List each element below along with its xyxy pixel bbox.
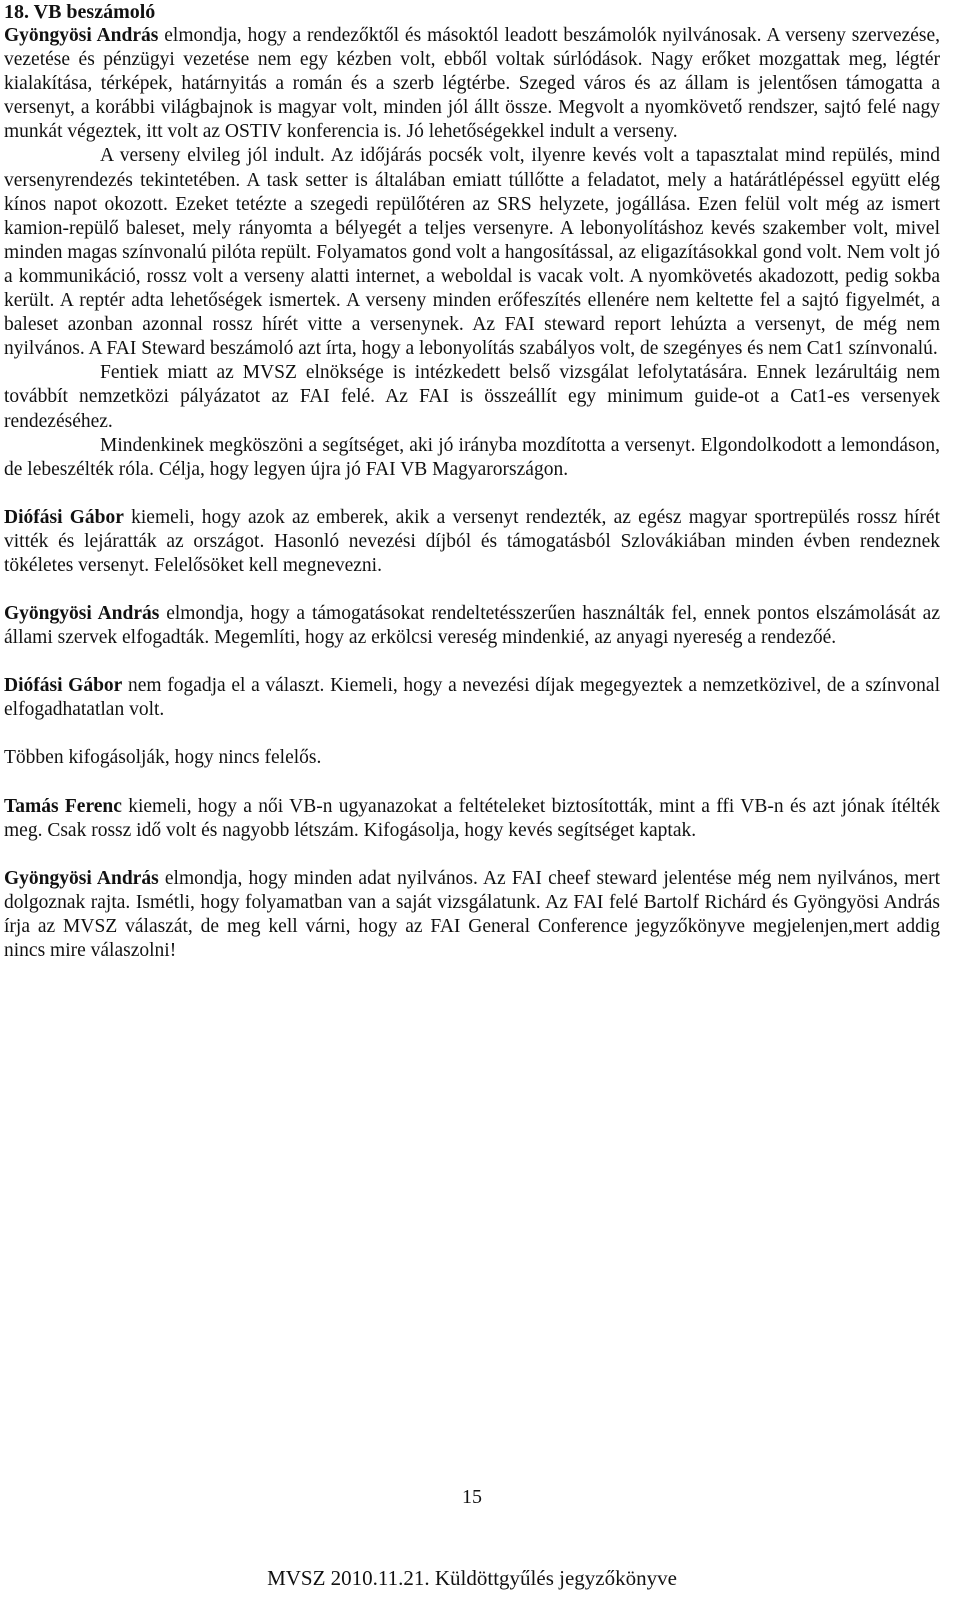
- paragraph-7: [4, 674, 940, 722]
- document-page: [4, 0, 940, 1597]
- paragraph-8: [4, 746, 940, 770]
- paragraph-1: [4, 24, 940, 144]
- paragraph-text: Fentiek miatt az MVSZ elnöksége is intézkedett belső vizsgálat lefolytatására. Ennek lezárultáig nem továbbít nemzetközi pályázatot az FAI felé. Az FAI is összeállít egy minimum guide-ot a Cat1-es versenyek rendezéséhez.: [4, 362, 940, 432]
- paragraph-6: [4, 602, 940, 650]
- speaker-name: Diófási Gábor: [4, 675, 123, 697]
- paragraph-9: [4, 795, 940, 843]
- paragraph-text: Mindenkinek megköszöni a segítséget, aki jó irányba mozdította a versenyt. Elgondolkodott a lemondáson, de lebeszélték róla. Célja, hogy legyen újra jó FAI VB Magyarországon.: [4, 434, 940, 480]
- paragraph-2: [4, 144, 940, 361]
- footer-text: MVSZ 2010.11.21. Küldöttgyűlés jegyzőkönyve: [267, 1566, 677, 1590]
- paragraph-text: Többen kifogásolják, hogy nincs felelős.: [4, 747, 322, 769]
- section-title: 18. VB beszámoló: [4, 1, 156, 23]
- paragraph-10: [4, 867, 940, 963]
- speaker-name: Gyöngyösi András: [4, 25, 159, 46]
- paragraph-text: elmondja, hogy minden adat nyilvános. Az FAI cheef steward jelentése még nem nyilvános, mert dolgoznak rajta. Ismétli, hogy folyamatban van a saját vizsgálatunk. Az FAI felé Bartolf Richárd és Gyöngyösi András írja az MVSZ válaszát, de meg kell várni, hogy az FAI General Conference jegyzőkönyve megjelenjen,mert addig nincs mire válaszolni!: [4, 867, 940, 961]
- paragraph-text: kiemeli, hogy azok az emberek, akik a versenyt rendezték, az egész magyar sportrepülés rossz hírét vitték és lejáratták az országot. Hasonló nevezési díjból és támogatásból Szlovákiában minden évben rendeznek tökéletes versenyt. Felelősöket kell megnevezni.: [4, 506, 940, 576]
- paragraph-text: kiemeli, hogy a női VB-n ugyanazokat a feltételeket biztosították, mint a ffi VB-n és azt jónak ítélték meg. Csak rossz idő volt és nagyobb létszám. Kifogásolja, hogy kevés segítséget kaptak.: [4, 795, 940, 841]
- speaker-name: Diófási Gábor: [4, 506, 124, 528]
- paragraph-text: elmondja, hogy a rendezőktől és másoktól leadott beszámolók nyilvánosak. A verseny szervezése, vezetése és pénzügyi vezetése nem egy kézben volt, ebből voltak súrlódások. Nagy erőket mozgattak meg, légtér kialakítása, térképek, határnyitás a román és a szerb légtérbe. Szeged város és az állam is jelentősen támogatta a versenyt, a korábbi világbajnok is magyar volt, minden jól állt össze. Megvolt a nyomkövető rendszer, sajtó felé nagy munkát végeztek, itt volt az OSTIV konferencia is. Jó lehetőségekkel indult a verseny.: [4, 25, 940, 143]
- paragraph-4: [4, 434, 940, 482]
- page-number: 15: [462, 1486, 482, 1508]
- paragraph-text: nem fogadja el a választ. Kiemeli, hogy a nevezési díjak megegyeztek a nemzetközivel, de a színvonal elfogadhatatlan volt.: [4, 675, 940, 721]
- paragraph-text: elmondja, hogy a támogatásokat rendeltetésszerűen használták fel, ennek pontos elszámolását az állami szervek elfogadták. Megemlíti, hogy az erkölcsi vereség mindenkié, az anyagi nyereség a rendezőé.: [4, 603, 940, 649]
- paragraph-5: [4, 506, 940, 578]
- paragraph-3: [4, 361, 940, 433]
- paragraph-text: A verseny elvileg jól indult. Az időjárás pocsék volt, ilyenre kevés volt a tapasztalat mind repülés, mind versenyrendezés tekintetében. A task setter is általában emiatt túllőtte a feladatot, mely a határátlépéssel együtt elég kínos napot okozott. Ezeket tetézte a szegedi repülőtéren az SRS helyzete, jogállása. Ezen felül volt még az ismert kamion-repülő baleset, mely rányomta a bélyegét a teljes versenyre. A lebonyolításhoz kevés szakember volt, mivel minden magas színvonalú pilóta repült. Folyamatos gond volt a hangosítással, az eligazításokkal gond volt. Nem volt jó a kommunikáció, rossz volt a verseny alatti internet, a weboldal is vacak volt. A nyomkövetés akadozott, pedig sokba került. A reptér adta lehetőségek ismertek. A verseny minden erőfeszítés ellenére nem keltette fel a sajtó figyelmét, a baleset azonban azonnal rossz hírét vitte a versenynek. Az FAI steward report lehúzta a versenyt, de még nem nyilvános. A FAI Steward beszámoló azt írta, hogy a lebonyolítás szabályos volt, de szegényes és nem Cat1 színvonalú.: [4, 145, 940, 360]
- speaker-name: Gyöngyösi András: [4, 867, 159, 889]
- speaker-name: Tamás Ferenc: [4, 795, 122, 817]
- speaker-name: Gyöngyösi András: [4, 603, 160, 625]
